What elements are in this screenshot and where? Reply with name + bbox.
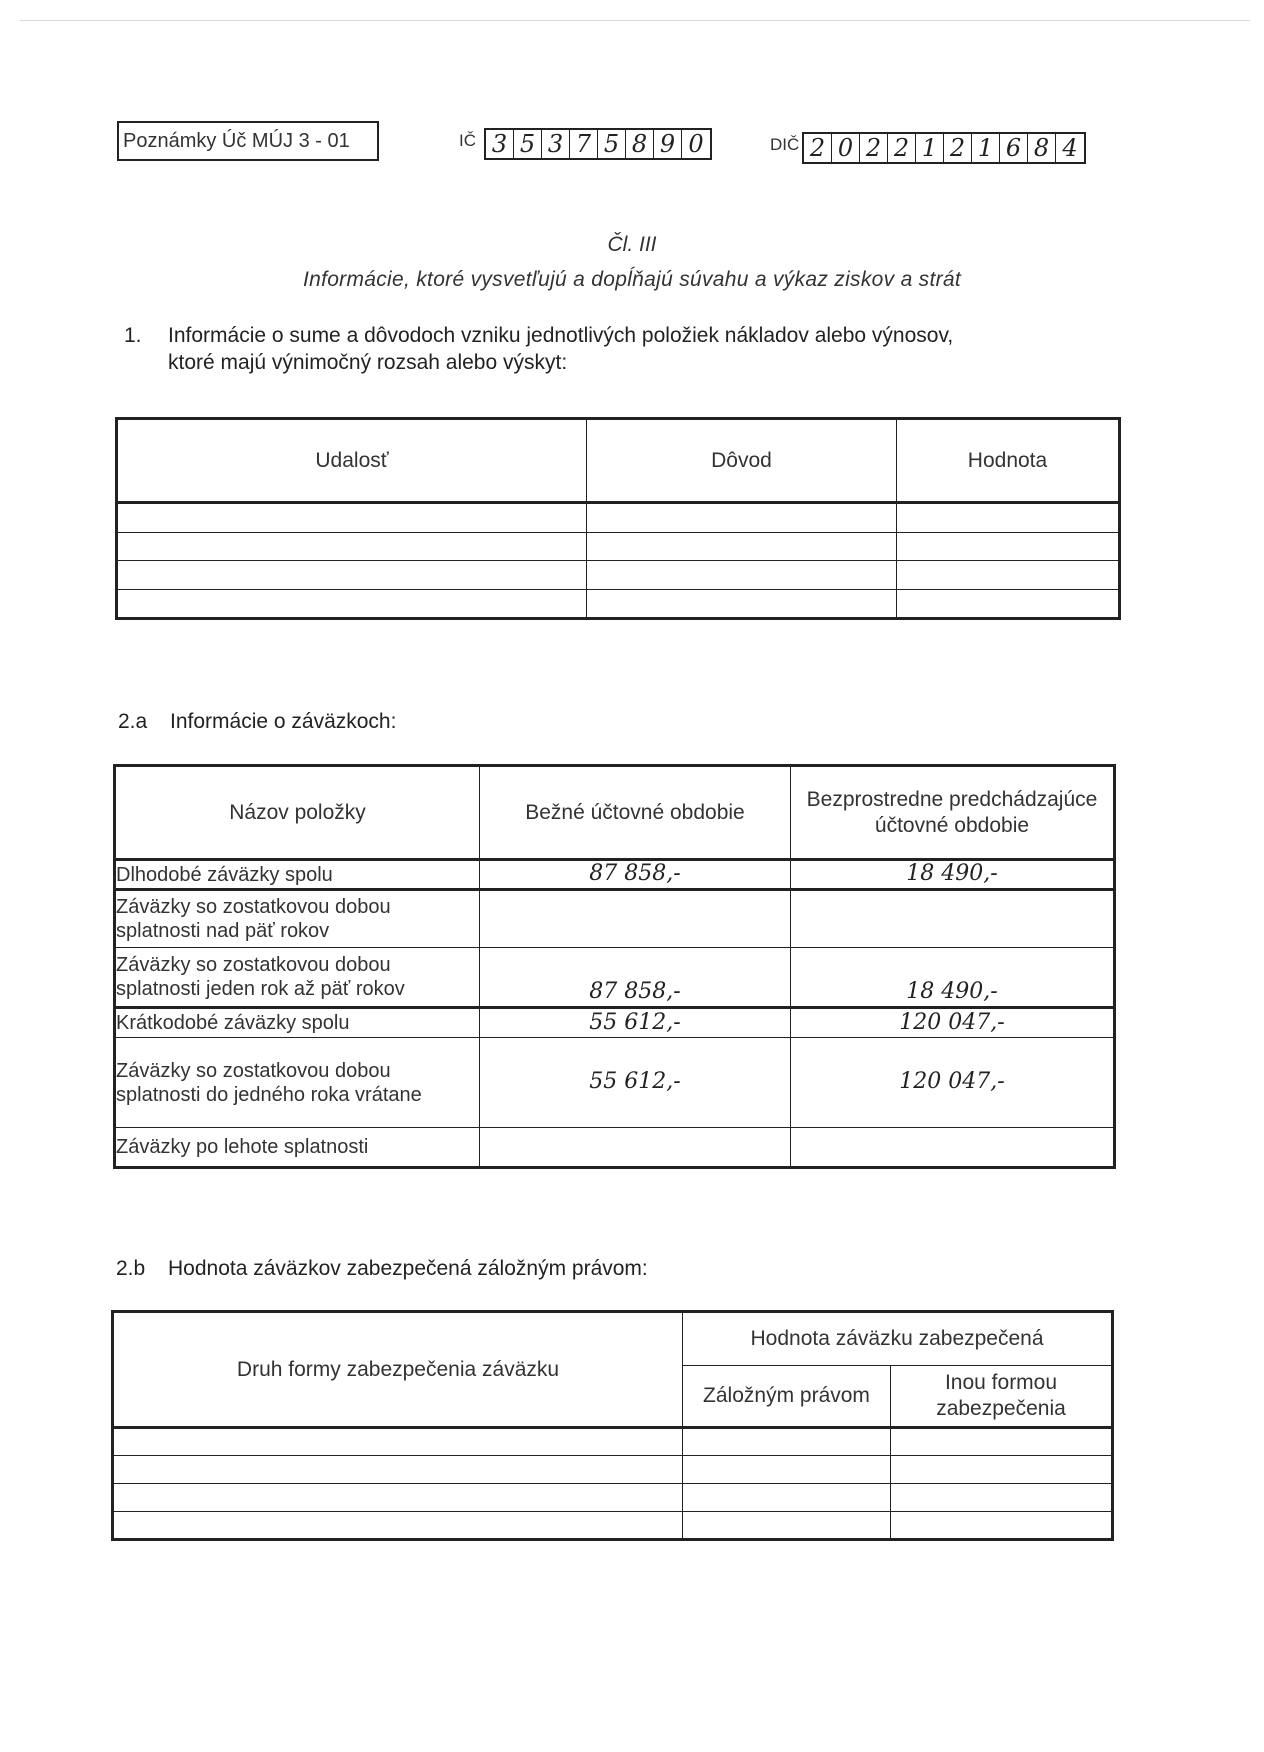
row-previous-value: 120 047,-	[791, 1038, 1115, 1128]
table-row	[117, 503, 1120, 533]
table-row	[115, 948, 1115, 1008]
ico-digit: 5	[598, 130, 626, 158]
col-header-current-period: Bežné účtovné obdobie	[480, 766, 791, 860]
table-secured-liabilities	[111, 1310, 1114, 1541]
form-name-box: Poznámky Úč MÚJ 3 - 01	[117, 121, 379, 161]
ico-label: IČ	[459, 131, 476, 150]
top-edge-line	[20, 20, 1250, 21]
row-label: Krátkodobé záväzky spolu	[115, 1008, 480, 1038]
dic-digit: 2	[888, 134, 916, 162]
row-current-value: 55 612,-	[480, 1038, 791, 1128]
dic-digit: 2	[804, 134, 832, 162]
section1-number: 1.	[124, 324, 142, 347]
col-header-secured-value-group: Hodnota záväzku zabezpečená	[683, 1312, 1113, 1366]
col-header-dovod: Dôvod	[587, 419, 897, 503]
section1-text-line2: ktoré majú výnimočný rozsah alebo výskyt:	[168, 351, 568, 374]
col-header-security-type: Druh formy zabezpečenia záväzku	[113, 1312, 683, 1428]
table-row	[113, 1484, 1113, 1512]
col-header-item-name: Názov položky	[115, 766, 480, 860]
col-header-other-security: Inou formou zabezpečenia	[891, 1366, 1113, 1428]
table-row	[115, 1128, 1115, 1168]
row-current-value	[480, 890, 791, 948]
row-previous-value	[791, 890, 1115, 948]
row-previous-value: 120 047,-	[791, 1008, 1115, 1038]
section2a-heading	[118, 708, 396, 735]
row-previous-value: 18 490,-	[791, 860, 1115, 890]
section1-heading	[124, 322, 953, 376]
row-previous-value	[791, 1128, 1115, 1168]
table-row	[117, 590, 1120, 619]
ico-digit: 5	[514, 130, 542, 158]
row-label: Záväzky po lehote splatnosti	[115, 1128, 480, 1168]
row-label: Dlhodobé záväzky spolu	[115, 860, 480, 890]
row-previous-value: 18 490,-	[791, 948, 1115, 1008]
col-header-hodnota: Hodnota	[897, 419, 1120, 503]
dic-label: DIČ	[770, 135, 800, 154]
section2a-number: 2.a	[118, 710, 148, 733]
section2b-title: Hodnota záväzkov zabezpečená záložným právom:	[168, 1257, 648, 1280]
ico-digit: 7	[570, 130, 598, 158]
row-label: Záväzky so zostatkovou dobou splatnosti jeden rok až päť rokov	[115, 948, 480, 1008]
row-label: Záväzky so zostatkovou dobou splatnosti nad päť rokov	[115, 890, 480, 948]
table-row	[117, 561, 1120, 590]
section2b-heading	[116, 1255, 648, 1282]
ico-digit: 0	[688, 130, 704, 158]
table-row	[113, 1512, 1113, 1540]
ico-digit: 3	[542, 130, 570, 158]
ico-digit: 3	[486, 130, 514, 158]
article-number: Čl. III	[607, 233, 657, 256]
table-exceptional-items	[115, 417, 1121, 620]
table-row	[113, 1428, 1113, 1456]
dic-digit: 1	[972, 134, 1000, 162]
row-label: Záväzky so zostatkovou dobou splatnosti do jedného roka vrátane	[115, 1038, 480, 1128]
dic-digit: 6	[1000, 134, 1028, 162]
row-current-value: 87 858,-	[480, 948, 791, 1008]
col-header-udalost: Udalosť	[117, 419, 587, 503]
col-header-pledge: Záložným právom	[683, 1366, 891, 1428]
row-current-value	[480, 1128, 791, 1168]
ico-digit: 8	[626, 130, 654, 158]
row-current-value: 87 858,-	[480, 860, 791, 890]
dic-digit: 1	[916, 134, 944, 162]
dic-digit-boxes	[802, 132, 1086, 164]
ico-digit: 9	[654, 130, 682, 158]
row-current-value: 55 612,-	[480, 1008, 791, 1038]
table-row	[117, 533, 1120, 561]
section2a-title: Informácie o záväzkoch:	[170, 710, 397, 733]
table-row	[115, 1008, 1115, 1038]
col-header-previous-period: Bezprostredne predchádzajúce účtovné obdobie	[791, 766, 1115, 860]
article-title: Informácie, ktoré vysvetľujú a dopĺňajú súvahu a výkaz ziskov a strát	[302, 268, 962, 291]
section2b-number: 2.b	[116, 1257, 146, 1280]
dic-digit: 8	[1028, 134, 1056, 162]
table-row	[113, 1456, 1113, 1484]
dic-digit: 2	[944, 134, 972, 162]
table-liabilities	[113, 764, 1116, 1169]
ico-digit-boxes	[484, 128, 712, 160]
section1-text-line1: Informácie o sume a dôvodoch vzniku jednotlivých položiek nákladov alebo výnosov,	[168, 324, 954, 347]
table-row	[115, 1038, 1115, 1128]
table-row	[115, 860, 1115, 890]
dic-digit: 4	[1062, 134, 1078, 162]
dic-digit: 0	[832, 134, 860, 162]
table-row	[115, 890, 1115, 948]
dic-digit: 2	[860, 134, 888, 162]
